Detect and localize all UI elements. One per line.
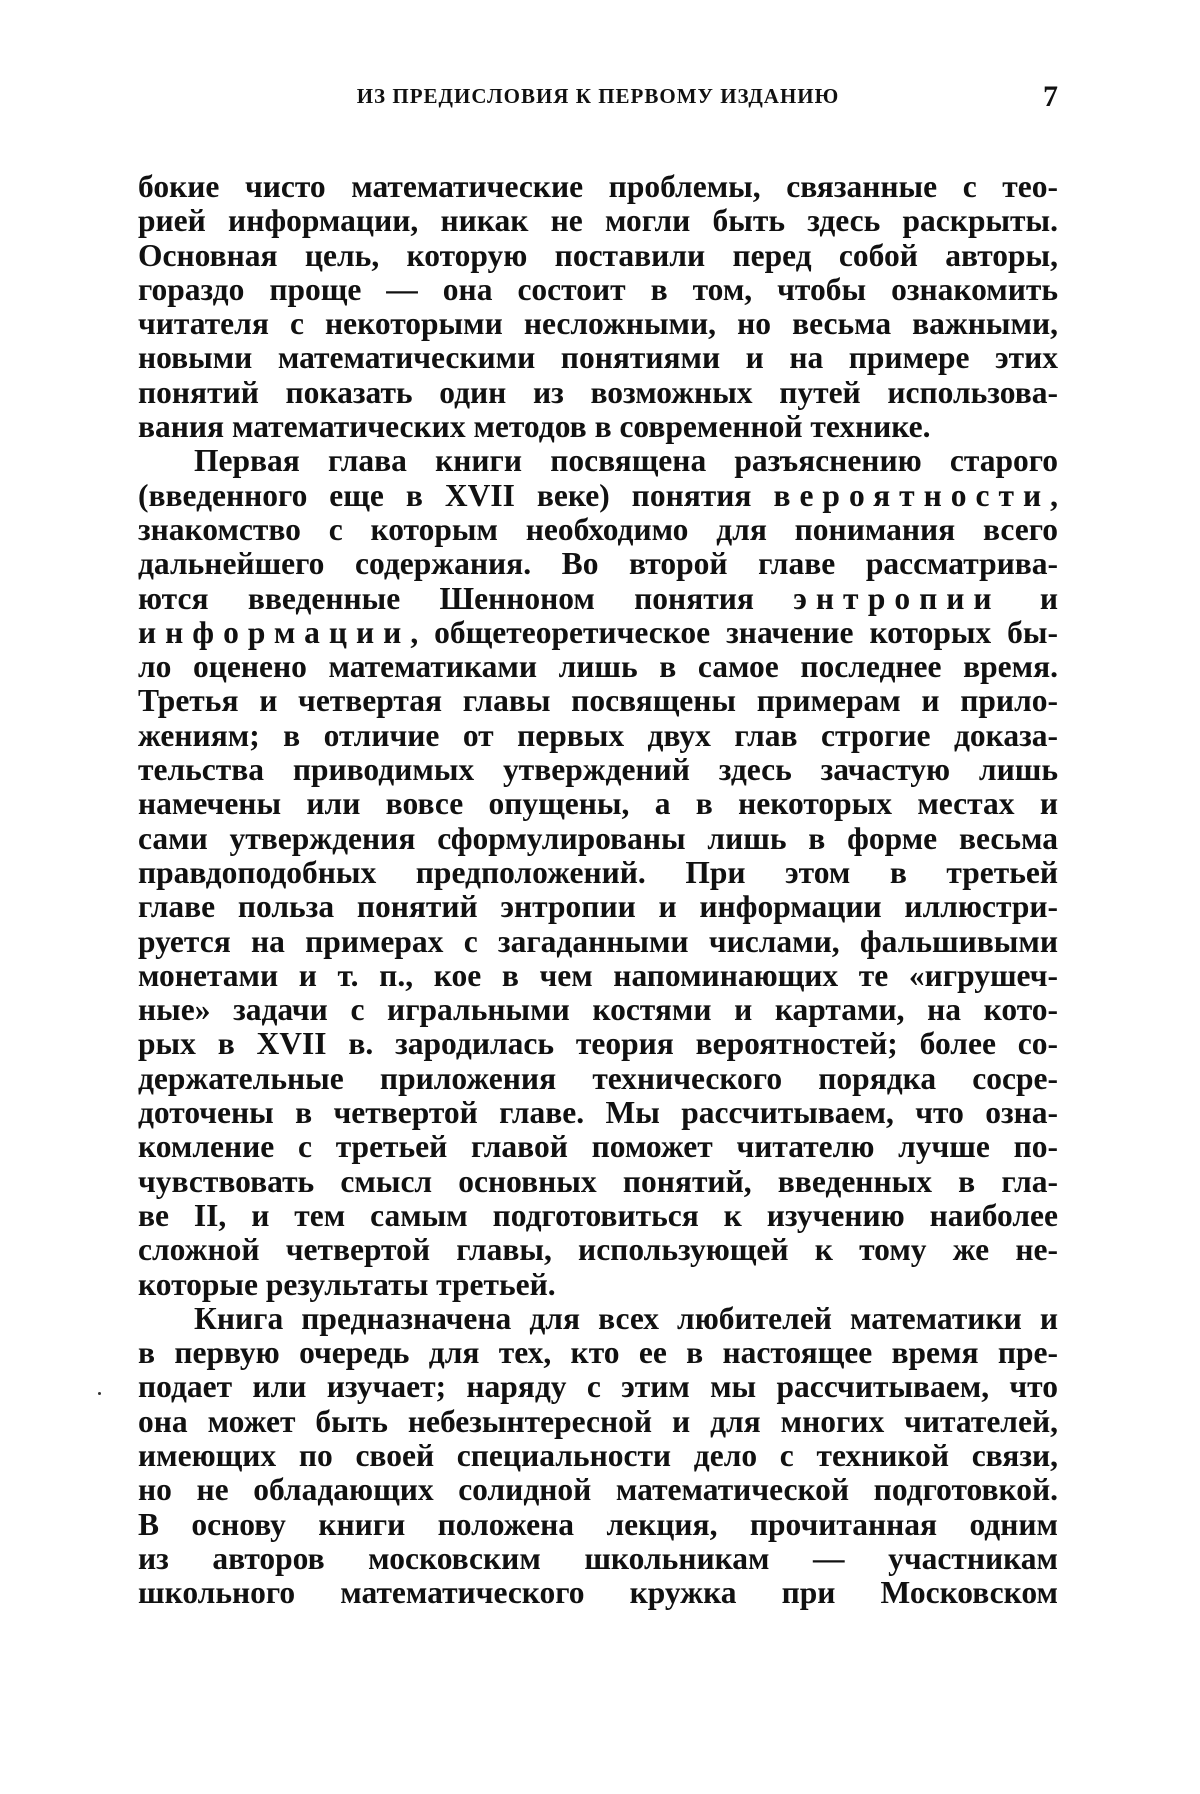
text-line: правдоподобных предположений. При этом в третьей bbox=[138, 855, 1058, 890]
text-line: комление с третьей главой поможет читателю лучше по- bbox=[138, 1130, 1058, 1165]
text-line: рых в XVII в. зародилась теория вероятностей; более со- bbox=[138, 1027, 1058, 1062]
paragraph-2 bbox=[138, 444, 1058, 1301]
text-line: бокие чисто математические проблемы, связанные с тео- bbox=[138, 170, 1058, 204]
text-line: ло оценено математиками лишь в самое последнее время. bbox=[138, 650, 1058, 685]
text-line: ве II, и тем самым подготовиться к изучению наиболее bbox=[138, 1198, 1058, 1233]
text-line: имеющих по своей специальности дело с техникой связи, bbox=[138, 1438, 1058, 1473]
text-line: дальнейшего содержания. Во второй главе рассматрива- bbox=[138, 547, 1058, 582]
text-line: она может быть небезынтересной и для многих читателей, bbox=[138, 1404, 1058, 1439]
text-line: рией информации, никак не могли быть здесь раскрыты. bbox=[138, 204, 1058, 239]
text-line: ются введенные Шенноном понятия энтропии и bbox=[138, 581, 1058, 616]
text-line: из авторов московским школьникам — участникам bbox=[138, 1541, 1058, 1576]
text-line: вания математических методов в современной технике. bbox=[138, 410, 931, 445]
paragraph-3 bbox=[138, 1302, 1058, 1611]
text-line: сами утверждения сформулированы лишь в форме весьма bbox=[138, 821, 1058, 856]
text-line: жениям; в отличие от первых двух глав строгие доказа- bbox=[138, 718, 1058, 753]
spaced-term: вероятности bbox=[773, 478, 1051, 513]
text-line: Первая глава книги посвящена разъяснению старого bbox=[194, 444, 1058, 479]
spaced-term: энтропии bbox=[793, 581, 1001, 616]
body-text bbox=[138, 170, 1058, 1610]
text-line: руется на примерах с загаданными числами, фальшивыми bbox=[138, 924, 1058, 959]
text-line: главе польза понятий энтропии и информации иллюстри- bbox=[138, 890, 1058, 925]
text-line: новыми математическими понятиями и на примере этих bbox=[138, 341, 1058, 376]
text-line: Книга предназначена для всех любителей математики и bbox=[194, 1301, 1058, 1336]
spaced-term: информации bbox=[138, 615, 411, 650]
paragraph-1 bbox=[138, 170, 1058, 444]
text-line: держательные приложения технического порядка сосре- bbox=[138, 1061, 1058, 1096]
text-line: понятий показать один из возможных путей использова- bbox=[138, 375, 1058, 410]
scan-speck bbox=[98, 1392, 101, 1395]
text-line: школьного математического кружка при Московском bbox=[138, 1576, 1058, 1611]
text-line: чувствовать смысл основных понятий, введенных в гла- bbox=[138, 1164, 1058, 1199]
text-line: сложной четвертой главы, использующей к тому же не- bbox=[138, 1233, 1058, 1268]
text-line: (введенного еще в XVII веке) понятия вероятности, bbox=[138, 478, 1058, 513]
text-line: Третья и четвертая главы посвящены примерам и прило- bbox=[138, 684, 1058, 719]
running-head bbox=[138, 80, 1058, 124]
running-title: ИЗ ПРЕДИСЛОВИЯ К ПЕРВОМУ ИЗДАНИЮ bbox=[356, 84, 840, 108]
text-line: ные» задачи с игральными костями и картами, на кото- bbox=[138, 993, 1058, 1028]
text-line: но не обладающих солидной математической подготовкой. bbox=[138, 1473, 1058, 1508]
text-line: монетами и т. п., кое в чем напоминающих те «игрушеч- bbox=[138, 958, 1058, 993]
page-number: 7 bbox=[1043, 80, 1058, 113]
text-line: в первую очередь для тех, кто ее в настоящее время пре- bbox=[138, 1336, 1058, 1371]
text-line: подает или изучает; наряду с этим мы рассчитываем, что bbox=[138, 1370, 1058, 1405]
text-line: которые результаты третьей. bbox=[138, 1267, 556, 1302]
text-line: читателя с некоторыми несложными, но весьма важными, bbox=[138, 307, 1058, 342]
text-line: Основная цель, которую поставили перед собой авторы, bbox=[138, 238, 1058, 273]
text-line: намечены или вовсе опущены, а в некоторых местах и bbox=[138, 787, 1058, 822]
text-line: гораздо проще — она состоит в том, чтобы ознакомить bbox=[138, 272, 1058, 307]
text-line: доточены в четвертой главе. Мы рассчитываем, что озна- bbox=[138, 1096, 1058, 1131]
text-line: В основу книги положена лекция, прочитанная одним bbox=[138, 1507, 1058, 1542]
text-line: знакомство с которым необходимо для понимания всего bbox=[138, 512, 1058, 547]
text-line: тельства приводимых утверждений здесь зачастую лишь bbox=[138, 753, 1058, 788]
text-line: информации, общетеоретическое значение которых бы- bbox=[138, 615, 1058, 650]
